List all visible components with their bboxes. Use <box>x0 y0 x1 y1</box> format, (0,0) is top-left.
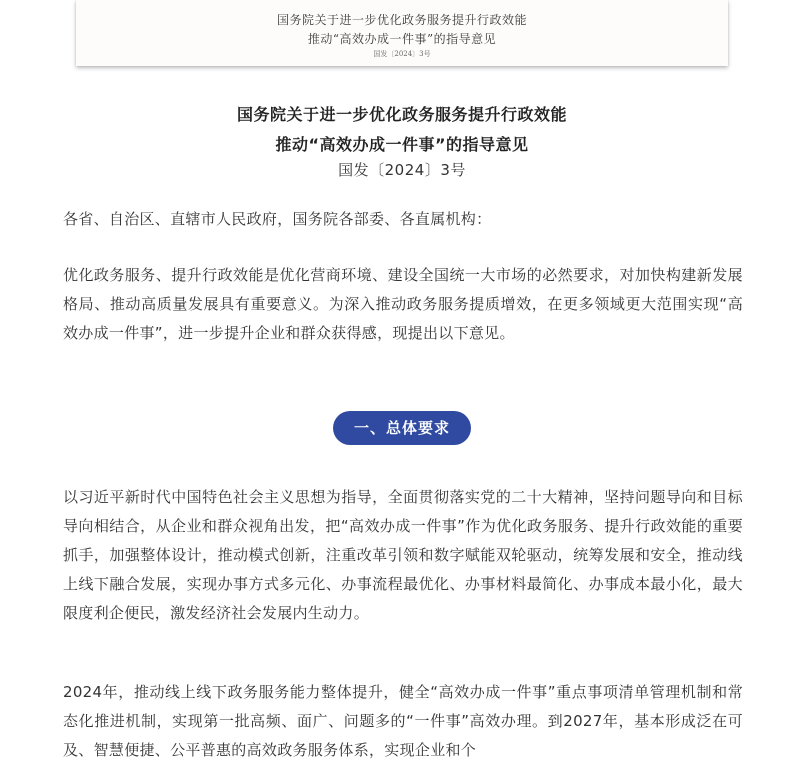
article-title-line-1: 国务院关于进一步优化政务服务提升行政效能 <box>236 105 567 124</box>
goals-paragraph: 2024年，推动线上线下政务服务能力整体提升，健全“高效办成一件事”重点事项清单管理机制和常态化推进机制，实现第一批高频、面广、问题多的“一件事”高效办理。到2027年，基本形成泛在可及、智慧便捷、公平普惠的高效政务服务体系，实现企业和个 <box>63 683 743 759</box>
cover-title-line-1: 国务院关于进一步优化政务服务提升行政效能 <box>276 13 527 27</box>
article-title-line-2: 推动“高效办成一件事”的指导意见 <box>275 135 529 154</box>
cover-title-line-2: 推动“高效办成一件事”的指导意见 <box>307 32 497 46</box>
document-number: 国发〔2024〕3号 <box>338 161 466 179</box>
addressee-line: 各省、自治区、直辖市人民政府，国务院各部委、各直属机构： <box>63 210 492 228</box>
general-requirements-paragraph: 以习近平新时代中国特色社会主义思想为指导，全面贯彻落实党的二十大精神，坚持问题导向和目标导向相结合，从企业和群众视角出发，把“高效办成一件事”作为优化政务服务、提升行政效能的重要抓手，加强整体设计，推动模式创新，注重改革引领和数字赋能双轮驱动，统筹发展和安全，推动线上线下融合发展，实现办事方式多元化、办事流程最优化、办事材料最简化、办事成本最小化，最大限度利企便民，激发经济社会发展内生动力。 <box>63 488 743 622</box>
intro-paragraph: 优化政务服务、提升行政效能是优化营商环境、建设全国统一大市场的必然要求，对加快构建新发展格局、推动高质量发展具有重要意义。为深入推动政务服务提质增效，在更多领域更大范围实现“高效办成一件事”，进一步提升企业和群众获得感，现提出以下意见。 <box>63 266 743 342</box>
section-heading-general-requirements: 一、总体要求 <box>333 411 471 445</box>
cover-image <box>76 0 728 66</box>
cover-doc-number: 国发〔2024〕3号 <box>373 50 431 58</box>
